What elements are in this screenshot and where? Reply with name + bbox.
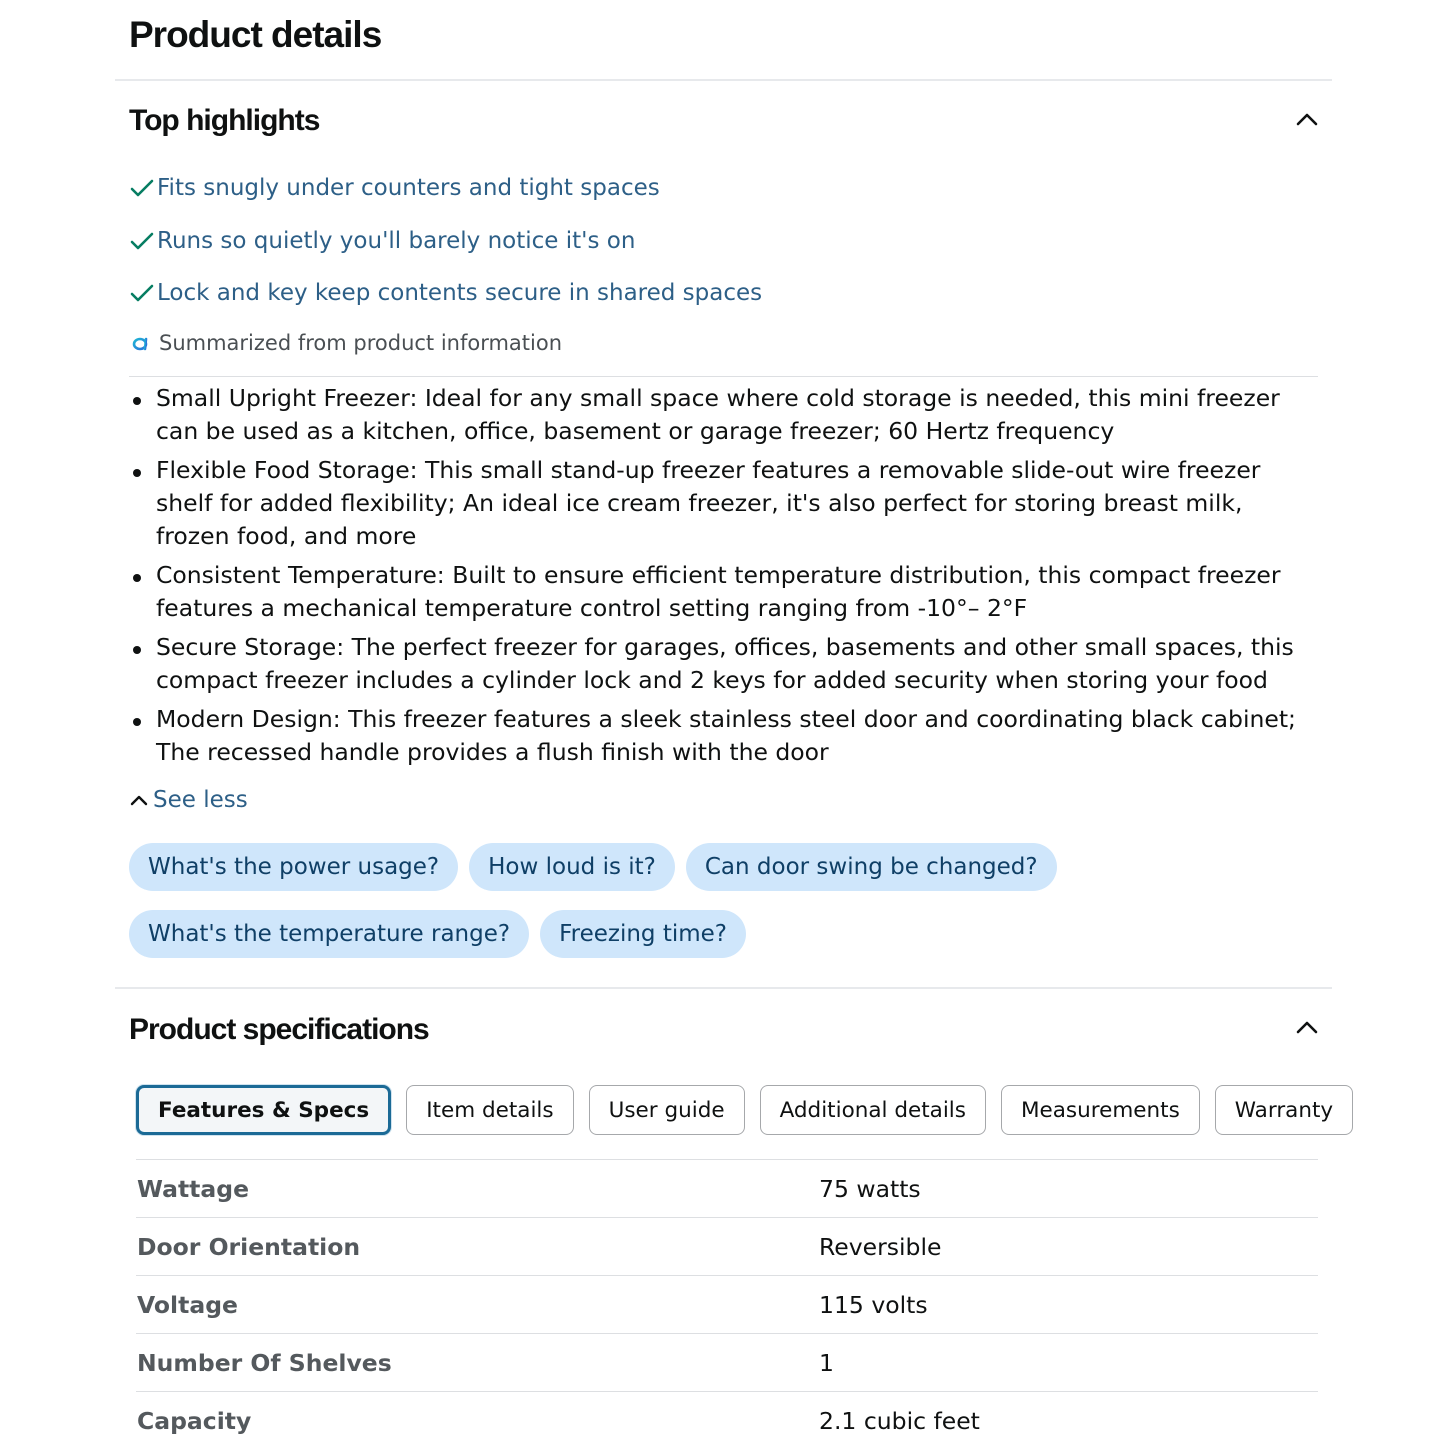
spec-table <box>136 1159 1318 1445</box>
question-chip-temperature-range[interactable]: What's the temperature range? <box>129 910 529 958</box>
question-chip-loudness[interactable]: How loud is it? <box>469 843 675 891</box>
feature-bullet-list <box>129 382 1319 775</box>
bullet-dot <box>133 469 141 477</box>
section-divider <box>115 79 1332 81</box>
highlight-text: Lock and key keep contents secure in shared spaces <box>157 280 763 306</box>
product-specifications-title: Product specifications <box>129 1013 429 1046</box>
tab-warranty[interactable]: Warranty <box>1215 1085 1353 1135</box>
bullet-text: Modern Design: This freezer features a sleek stainless steel door and coordinating black cabinet; The recessed handle provides a flush finish with the door <box>156 705 1296 766</box>
checkmark-icon <box>129 175 155 201</box>
spec-key: Wattage <box>137 1174 250 1203</box>
chip-row <box>129 910 1129 958</box>
table-row <box>136 1275 1318 1333</box>
chip-row <box>129 843 1129 891</box>
tab-item-details[interactable]: Item details <box>406 1085 573 1135</box>
question-chip-freezing-time[interactable]: Freezing time? <box>540 910 746 958</box>
table-row <box>136 1333 1318 1391</box>
ai-summary-note <box>131 326 562 360</box>
bullet-dot <box>133 574 141 582</box>
bullet-dot <box>133 718 141 726</box>
checkmark-icon <box>129 280 155 306</box>
spec-value: 1 <box>819 1348 834 1377</box>
table-row <box>136 1217 1318 1275</box>
highlight-item <box>129 171 660 205</box>
see-less-link[interactable] <box>129 783 248 817</box>
list-item <box>129 454 1319 553</box>
bullet-text: Secure Storage: The perfect freezer for garages, offices, basements and other small spaces, this compact freezer includes a cylinder lock and 2 keys for added security when storing your food <box>156 633 1294 694</box>
chevron-up-icon <box>129 790 149 810</box>
spec-key: Door Orientation <box>137 1232 361 1261</box>
question-chips <box>129 843 1129 977</box>
tab-additional-details[interactable]: Additional details <box>760 1085 986 1135</box>
subsection-divider <box>129 376 1318 377</box>
question-chip-door-swing[interactable]: Can door swing be changed? <box>686 843 1057 891</box>
bullet-dot <box>133 397 141 405</box>
chevron-up-icon[interactable] <box>1294 106 1320 132</box>
bullet-text: Flexible Food Storage: This small stand-up freezer features a removable slide-out wire freezer shelf for added flexibility; An ideal ice cream freezer, it's also perfect for storing breast milk, frozen food, and more <box>156 456 1261 550</box>
see-less-label: See less <box>153 787 248 813</box>
top-highlights-title: Top highlights <box>129 104 320 137</box>
list-item <box>129 631 1319 697</box>
list-item <box>129 703 1319 769</box>
bullet-text: Consistent Temperature: Built to ensure efficient temperature distribution, this compact freezer features a mechanical temperature control setting ranging from -10°– 2°F <box>156 561 1281 622</box>
list-item <box>129 559 1319 625</box>
spec-value: 75 watts <box>819 1174 921 1203</box>
spec-key: Voltage <box>137 1290 238 1319</box>
tab-measurements[interactable]: Measurements <box>1001 1085 1200 1135</box>
spec-key: Number Of Shelves <box>137 1348 392 1377</box>
list-item <box>129 382 1319 448</box>
tab-features-specs[interactable]: Features & Specs <box>136 1085 391 1135</box>
highlight-item <box>129 224 635 258</box>
spec-key: Capacity <box>137 1406 252 1435</box>
section-divider <box>115 987 1332 989</box>
table-row <box>136 1391 1318 1445</box>
spec-tabs <box>136 1085 1353 1135</box>
tab-user-guide[interactable]: User guide <box>589 1085 745 1135</box>
summary-text: Summarized from product information <box>159 331 563 355</box>
bullet-dot <box>133 646 141 654</box>
chevron-up-icon[interactable] <box>1294 1014 1320 1040</box>
question-chip-power-usage[interactable]: What's the power usage? <box>129 843 458 891</box>
table-row <box>136 1159 1318 1217</box>
checkmark-icon <box>129 228 155 254</box>
highlight-text: Fits snugly under counters and tight spaces <box>157 175 660 201</box>
page-title: Product details <box>129 14 382 55</box>
highlight-text: Runs so quietly you'll barely notice it's on <box>157 228 636 254</box>
spec-value: 115 volts <box>819 1290 928 1319</box>
spec-value: Reversible <box>819 1232 942 1261</box>
spec-value: 2.1 cubic feet <box>819 1406 980 1435</box>
bullet-text: Small Upright Freezer: Ideal for any small space where cold storage is needed, this mini freezer can be used as a kitchen, office, basement or garage freezer; 60 Hertz frequency <box>156 384 1280 445</box>
highlight-item <box>129 276 762 310</box>
ai-summary-icon <box>131 333 151 353</box>
